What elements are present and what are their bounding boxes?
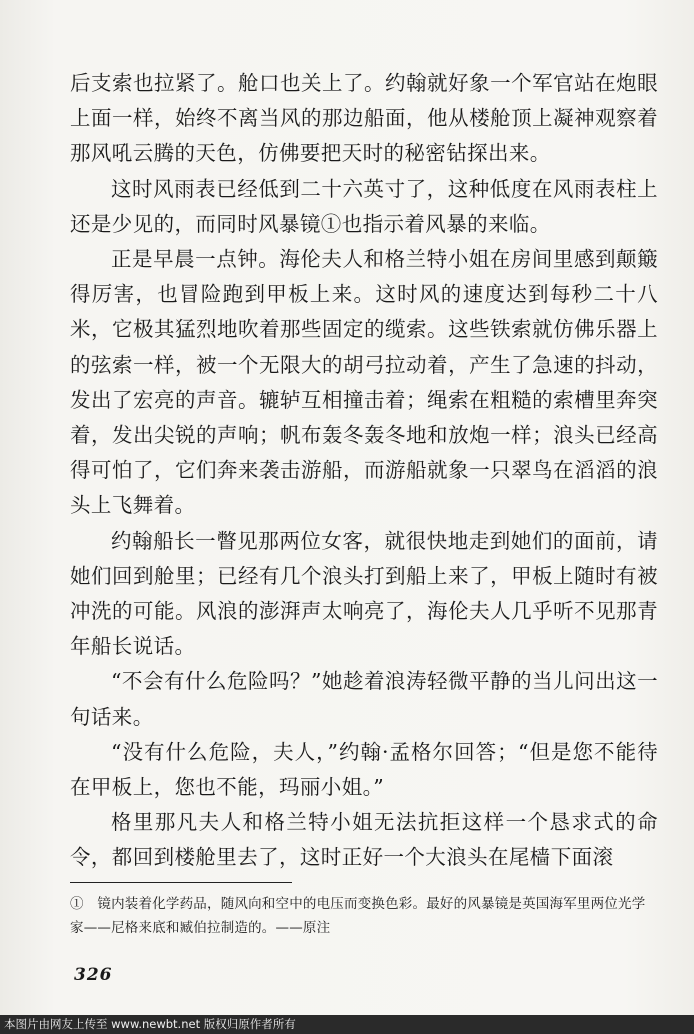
- body-text: [70, 66, 658, 876]
- paragraph-3: 正是早晨一点钟。海伦夫人和格兰特小姐在房间里感到颠簸得厉害，也冒险跑到甲板上来。这时风的速度达到每秒二十八米，它极其猛烈地吹着那些固定的缆索。这些铁索就仿佛乐器上的弦索一样，被一个无限大的胡弓拉动着，产生了急速的抖动，发出了宏亮的声音。辘轳互相撞击着；绳索在粗糙的索槽里奔突着，发出尖锐的声响；帆布轰冬轰冬地和放炮一样；浪头已经高得可怕了，它们奔来袭击游船，而游船就象一只翠鸟在滔滔的浪头上飞舞着。: [70, 247, 658, 518]
- paragraph-1: 后支索也拉紧了。舱口也关上了。约翰就好象一个军官站在炮眼上面一样，始终不离当风的那边船面，他从楼舱顶上凝神观察着那风吼云腾的天色，仿佛要把天时的秘密钻探出来。: [70, 71, 658, 166]
- paragraph-6: “没有什么危险，夫人，”约翰·孟格尔回答；“但是您不能待在甲板上，您也不能，玛丽小姐。”: [70, 739, 658, 800]
- footnote-divider: [70, 882, 292, 883]
- watermark-bar: 本图片由网友上传至 www.newbt.net 版权归原作者所有: [0, 1015, 694, 1034]
- paragraph-4: 约翰船长一瞥见那两位女客，就很快地走到她们的面前，请她们回到舱里；已经有几个浪头打到船上来了，甲板上随时有被冲洗的可能。风浪的澎湃声太响亮了，海伦夫人几乎听不见那青年船长说话。: [70, 528, 658, 659]
- paragraph-5: “不会有什么危险吗？”她趁着浪涛轻微平静的当儿问出这一句话来。: [70, 669, 658, 729]
- paragraph-7: 格里那凡夫人和格兰特小姐无法抗拒这样一个恳求式的命令，都回到楼舱里去了，这时正好一个大浪头在尾樯下面滚: [70, 810, 658, 870]
- footnote: ① 镜内装着化学药品，随风向和空中的电压而变换色彩。最好的风暴镜是英国海军里两位光学家——尼格来底和臧伯拉制造的。——原注: [70, 896, 646, 936]
- paragraph-2: 这时风雨表已经低到二十六英寸了，这种低度在风雨表柱上还是少见的，而同时风暴镜①也指示着风暴的来临。: [70, 176, 658, 236]
- page-number: 326: [74, 965, 113, 985]
